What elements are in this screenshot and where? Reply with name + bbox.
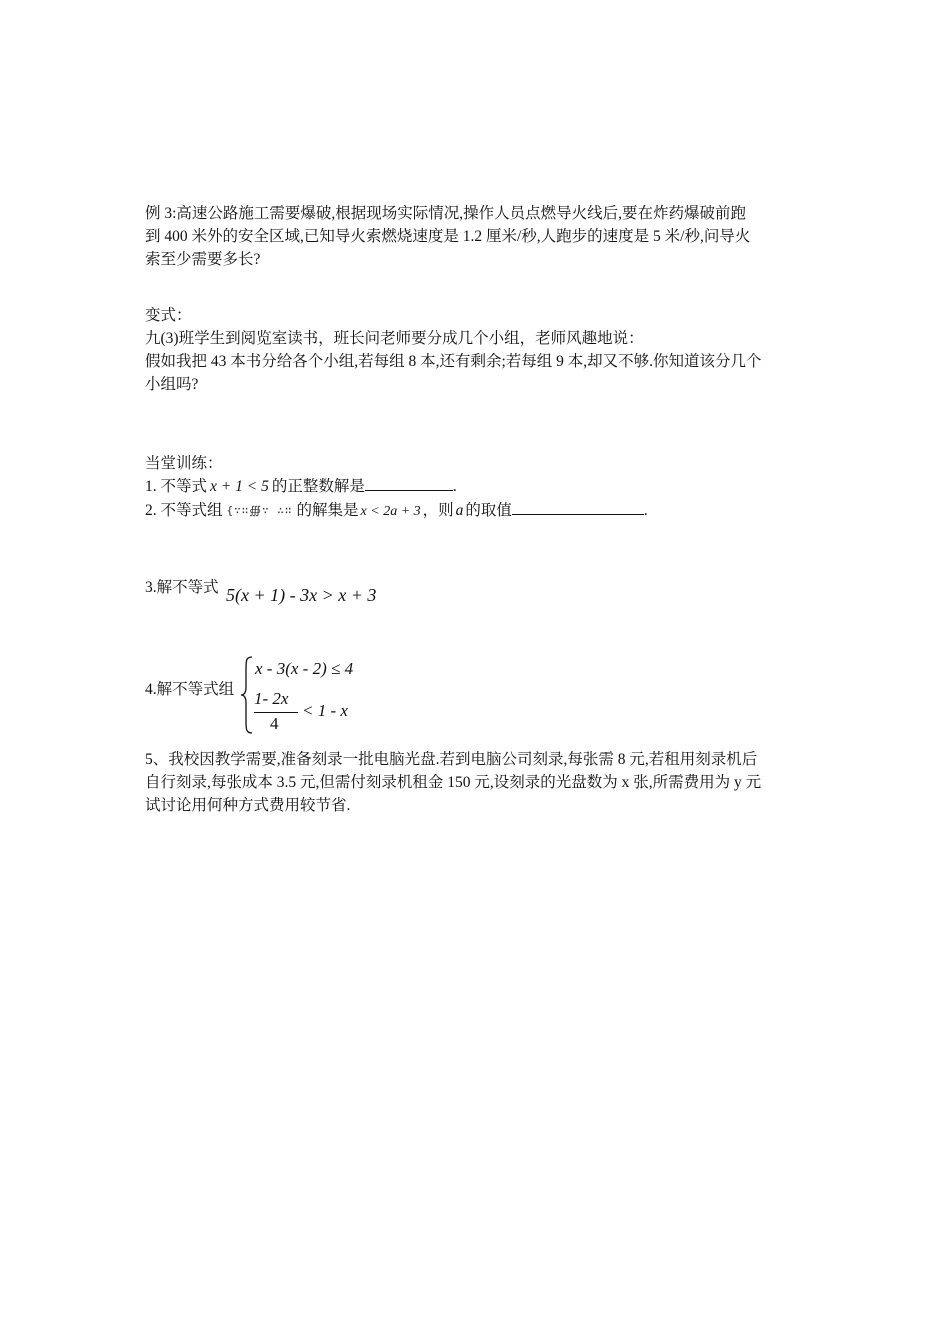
q1-inequality: x + 1 < 5 [210, 478, 269, 495]
q1-end: . [452, 478, 457, 495]
q2-end: . [643, 502, 648, 519]
q4-numerator [254, 689, 288, 709]
example3-line-2: 到 400 米外的安全区域,已知导火索燃烧速度是 1.2 厘米/秒,人跑步的速度是 5 米/秒,问导火 [145, 228, 751, 245]
q2-prefix: 2. 不等式组 [145, 502, 223, 519]
q4-denominator-text: 4 [270, 714, 279, 733]
question-3-expression [226, 585, 376, 606]
q4-numerator-text: 1- 2x [254, 689, 289, 708]
q1-answer-blank [365, 476, 453, 491]
q2-answer-blank [512, 500, 644, 515]
question-5-line-1: 5、我校因教学需要,准备刻录一批电脑光盘.若到电脑公司刻录,每张需 8 元,若租用刻录机后 [145, 751, 758, 768]
question-5-line-2: 自行刻录,每张成本 3.5 元,但需付刻录机租金 150 元,设刻录的光盘数为 x 张,所需费用为 y 元 [145, 774, 762, 791]
variant-line-1: 九(3)班学生到阅览室读书，班长问老师要分成几个小组，老师风趣地说： [145, 330, 644, 347]
example3-line-3: 索至少需要多长? [145, 251, 261, 268]
q4-first-inequality [255, 659, 353, 679]
q2-mid2: ，则 [422, 502, 454, 519]
q1-prefix: 1. 不等式 [145, 478, 208, 495]
question-1 [145, 476, 457, 497]
q2-mid: 的解集是 [296, 502, 359, 519]
q4-denominator [270, 714, 279, 734]
q4-fraction-bar [254, 712, 298, 713]
question-5-line-3: 试讨论用何种方式费用较节省. [145, 797, 351, 814]
q2-solution-set: x < 2a + 3 [360, 504, 421, 519]
question-4-label: 4.解不等式组 [145, 681, 235, 698]
system-brace [240, 655, 254, 735]
q4-top-expr: x - 3(x - 2) ≤ 4 [255, 659, 354, 678]
q4-rhs-text: < 1 - x [302, 701, 348, 720]
q1-suffix: 的正整数解是 [271, 478, 365, 495]
q3-inequality: 5(x + 1) - 3x > x + 3 [226, 585, 377, 605]
question-2 [145, 500, 648, 522]
q2-garbled-system: {∵∷∰∵ ∴∷ [226, 504, 293, 518]
question-3-label: 3.解不等式 [145, 579, 219, 596]
practice-heading: 当堂训练： [145, 455, 223, 472]
example3-line-1: 例 3:高速公路施工需要爆破,根据现场实际情况,操作人员点燃导火线后,要在炸药爆破前跑 [145, 205, 747, 222]
q4-rhs [302, 701, 348, 721]
q2-variable: a [455, 502, 464, 519]
variant-line-2: 假如我把 43 本书分给各个小组,若每组 8 本,还有剩余;若每组 9 本,却又不够.你知道该分几个 [145, 353, 762, 370]
q2-suffix: 的取值 [465, 502, 512, 519]
variant-line-3: 小组吗? [145, 376, 199, 393]
variant-heading: 变式： [145, 307, 192, 324]
